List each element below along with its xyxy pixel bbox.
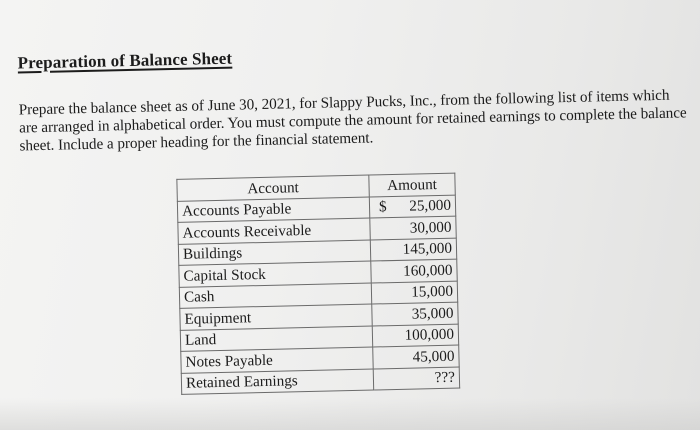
account-name-cell: Buildings: [178, 240, 370, 266]
amount-cell: 15,000: [371, 281, 457, 304]
account-name-cell: Retained Earnings: [181, 369, 373, 395]
currency-symbol: $: [378, 198, 387, 216]
amount-cell: 160,000: [371, 259, 457, 282]
account-name-cell: Land: [180, 326, 372, 352]
amount-value: 25,000: [409, 196, 452, 215]
amount-column-header: Amount: [369, 173, 455, 196]
account-name-cell: Capital Stock: [179, 261, 371, 287]
account-column-header: Account: [177, 175, 369, 201]
account-name-cell: Accounts Receivable: [178, 218, 370, 244]
document-heading: Preparation of Balance Sheet: [17, 48, 233, 73]
account-name-cell: Equipment: [180, 304, 372, 330]
account-name-cell: Cash: [179, 283, 371, 309]
instructions-paragraph: Prepare the balance sheet as of June 30, 2021, for Slappy Pucks, Inc., from the following list of items which are arranged in alphabetical order. You must compute the amount for retained earnings to complete the balance sheet. Include a proper heading for the financial statement.: [18, 86, 687, 155]
amount-cell: 145,000: [370, 238, 456, 261]
accounts-table: [176, 173, 460, 395]
account-name-cell: Accounts Payable: [177, 197, 369, 223]
amount-cell: [369, 195, 455, 218]
bottom-shadow: [0, 398, 700, 430]
amount-cell: 45,000: [373, 345, 459, 368]
amount-cell: 35,000: [372, 302, 458, 325]
amount-cell: 30,000: [370, 216, 456, 239]
amount-cell: ???: [373, 367, 459, 390]
account-name-cell: Notes Payable: [181, 347, 373, 373]
amount-cell: 100,000: [372, 324, 458, 347]
